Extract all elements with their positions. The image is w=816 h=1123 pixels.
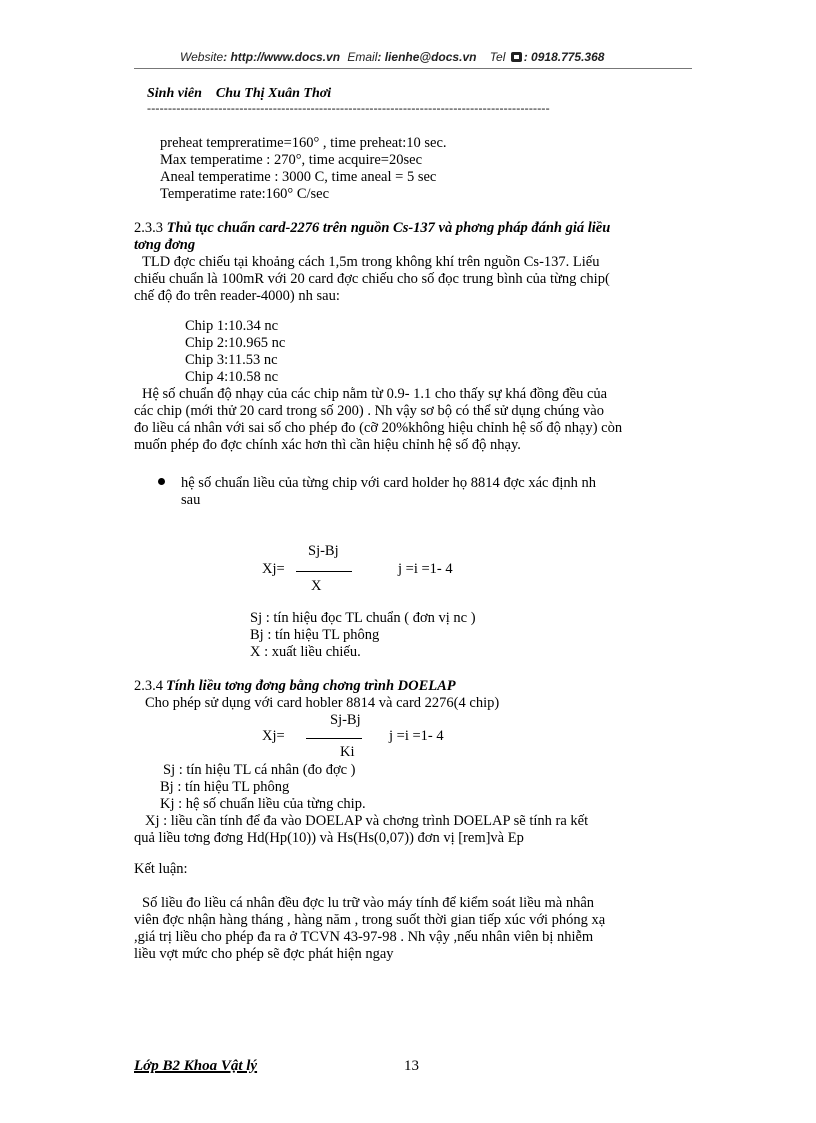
website-link[interactable]: : http://www.docs.vn bbox=[223, 50, 341, 64]
student-label: Sinh viên bbox=[147, 86, 202, 101]
formula1-numerator: Sj-Bj bbox=[308, 543, 339, 559]
para2-line-1: Hệ số chuẩn độ nhạy của các chip nằm từ 0.9- 1.1 cho thấy sự khá đồng đều của bbox=[142, 386, 608, 402]
section-234-title bbox=[134, 678, 456, 695]
email-link[interactable]: : lienhe@docs.vn bbox=[377, 50, 477, 64]
chip-4: Chip 4:10.58 nc bbox=[185, 369, 279, 385]
chip-2: Chip 2:10.965 nc bbox=[185, 335, 286, 351]
footer-class-label: Lớp B2 Khoa Vật lý bbox=[134, 1058, 258, 1074]
para2-line-3: đo liều cá nhân với sai số cho phép đo (cỡ 20%không hiệu chỉnh hệ số độ nhạy) còn bbox=[134, 420, 623, 436]
formula2-lhs: Xj= bbox=[262, 728, 285, 744]
section-233-title-cont bbox=[134, 237, 195, 254]
bullet-line-1: hệ số chuẩn liều của từng chip với card holder họ 8814 đợc xác định nh bbox=[181, 475, 596, 491]
formula2-range: j =i =1- 4 bbox=[389, 728, 444, 744]
def1-x: X : xuất liều chiếu. bbox=[250, 644, 361, 660]
email-label: Email bbox=[347, 50, 378, 64]
param-line-1: preheat tempreratime=160° , time preheat:10 sec. bbox=[160, 135, 447, 151]
chip-3: Chip 3:11.53 nc bbox=[185, 352, 278, 368]
student-line bbox=[147, 86, 331, 102]
formula1-range: j =i =1- 4 bbox=[398, 561, 453, 577]
bullet-line-2: sau bbox=[181, 492, 201, 508]
phone-icon bbox=[511, 52, 522, 62]
section-233-number: 2.3.3 bbox=[134, 220, 163, 236]
page-number: 13 bbox=[404, 1058, 419, 1074]
conclusion-line-4: liều vợt mức cho phép sẽ đợc phát hiện ngay bbox=[134, 946, 394, 962]
section-234-number: 2.3.4 bbox=[134, 678, 163, 694]
site-header bbox=[180, 50, 604, 64]
conclusion-line-1: Số liều đo liều cá nhân đều đợc lu trữ vào máy tính để kiểm soát liều mà nhân bbox=[142, 895, 595, 911]
para-233-line-2: chiếu chuẩn là 100mR với 20 card đợc chiếu cho số đọc trung bình của từng chip( bbox=[134, 271, 610, 287]
bullet-icon bbox=[158, 478, 165, 485]
chip-1: Chip 1:10.34 nc bbox=[185, 318, 279, 334]
def1-sj: Sj : tín hiệu đọc TL chuẩn ( đơn vị nc ) bbox=[250, 610, 476, 626]
param-line-3: Aneal temperatime : 3000 C, time aneal = 5 sec bbox=[160, 169, 437, 185]
para-233-line-3: chế độ đo trên reader-4000) nh sau: bbox=[134, 288, 340, 304]
section-233-title bbox=[134, 220, 610, 237]
def1-bj: Bj : tín hiệu TL phông bbox=[250, 627, 380, 643]
header-divider bbox=[134, 68, 692, 69]
formula2-numerator: Sj-Bj bbox=[330, 712, 361, 728]
formula2-fraction-bar bbox=[306, 738, 362, 739]
section-234-intro: Cho phép sử dụng với card hobler 8814 và card 2276(4 chip) bbox=[145, 695, 500, 711]
formula1-lhs: Xj= bbox=[262, 561, 285, 577]
para2-line-2: các chip (mới thử 20 card trong số 200) . Nh vậy sơ bộ có thể sử dụng chúng vào bbox=[134, 403, 604, 419]
section-233-title-line2: tơng đơng bbox=[134, 237, 196, 253]
conclusion-line-2: viên đợc nhận hàng tháng , hàng năm , trong suốt thời gian tiếp xúc với phóng xạ bbox=[134, 912, 606, 928]
conclusion-line-3: ,giá trị liều cho phép đa ra ở TCVN 43-97-98 . Nh vậy ,nếu nhân viên bị nhiễm bbox=[134, 929, 594, 945]
def2-kj: Kj : hệ số chuẩn liều của từng chip. bbox=[160, 796, 366, 812]
tel-value: : 0918.775.368 bbox=[523, 50, 605, 64]
conclusion-heading: Kết luận: bbox=[134, 861, 188, 877]
param-line-4: Temperatime rate:160° C/sec bbox=[160, 186, 330, 202]
param-line-2: Max temperatime : 270°, time acquire=20sec bbox=[160, 152, 422, 168]
tel-label: Tel bbox=[489, 50, 506, 64]
def2-bj: Bj : tín hiệu TL phông bbox=[160, 779, 290, 795]
website-label: Website bbox=[180, 50, 224, 64]
para2-line-4: muốn phép đo đợc chính xác hơn thì cần hiệu chỉnh hệ số độ nhạy. bbox=[134, 437, 521, 453]
def2-sj: Sj : tín hiệu TL cá nhân (đo đợc ) bbox=[163, 762, 356, 778]
student-name: Chu Thị Xuân Thơi bbox=[215, 86, 332, 101]
formula1-fraction-bar bbox=[296, 571, 352, 572]
section-234-title-text: Tính liều tơng đơng bằng chơng trình DOELAP bbox=[166, 678, 456, 694]
student-dashes: ------------------------------------------------------------------------------------------------ bbox=[147, 101, 550, 115]
section-233-title-line1: Thủ tục chuẩn card-2276 trên nguồn Cs-137 và phơng pháp đánh giá liều bbox=[166, 220, 611, 236]
xj-line-1: Xj : liều cần tính để đa vào DOELAP và chơng trình DOELAP sẽ tính ra kết bbox=[145, 813, 589, 829]
xj-line-2: quả liều tơng đơng Hd(Hp(10)) và Hs(Hs(0,07)) đơn vị [rem]và Ep bbox=[134, 830, 524, 846]
formula1-denominator: X bbox=[311, 578, 322, 594]
formula2-denominator: Ki bbox=[340, 744, 355, 760]
para-233-line-1: TLD đợc chiếu tại khoảng cách 1,5m trong không khí trên nguồn Cs-137. Liếu bbox=[142, 254, 600, 270]
